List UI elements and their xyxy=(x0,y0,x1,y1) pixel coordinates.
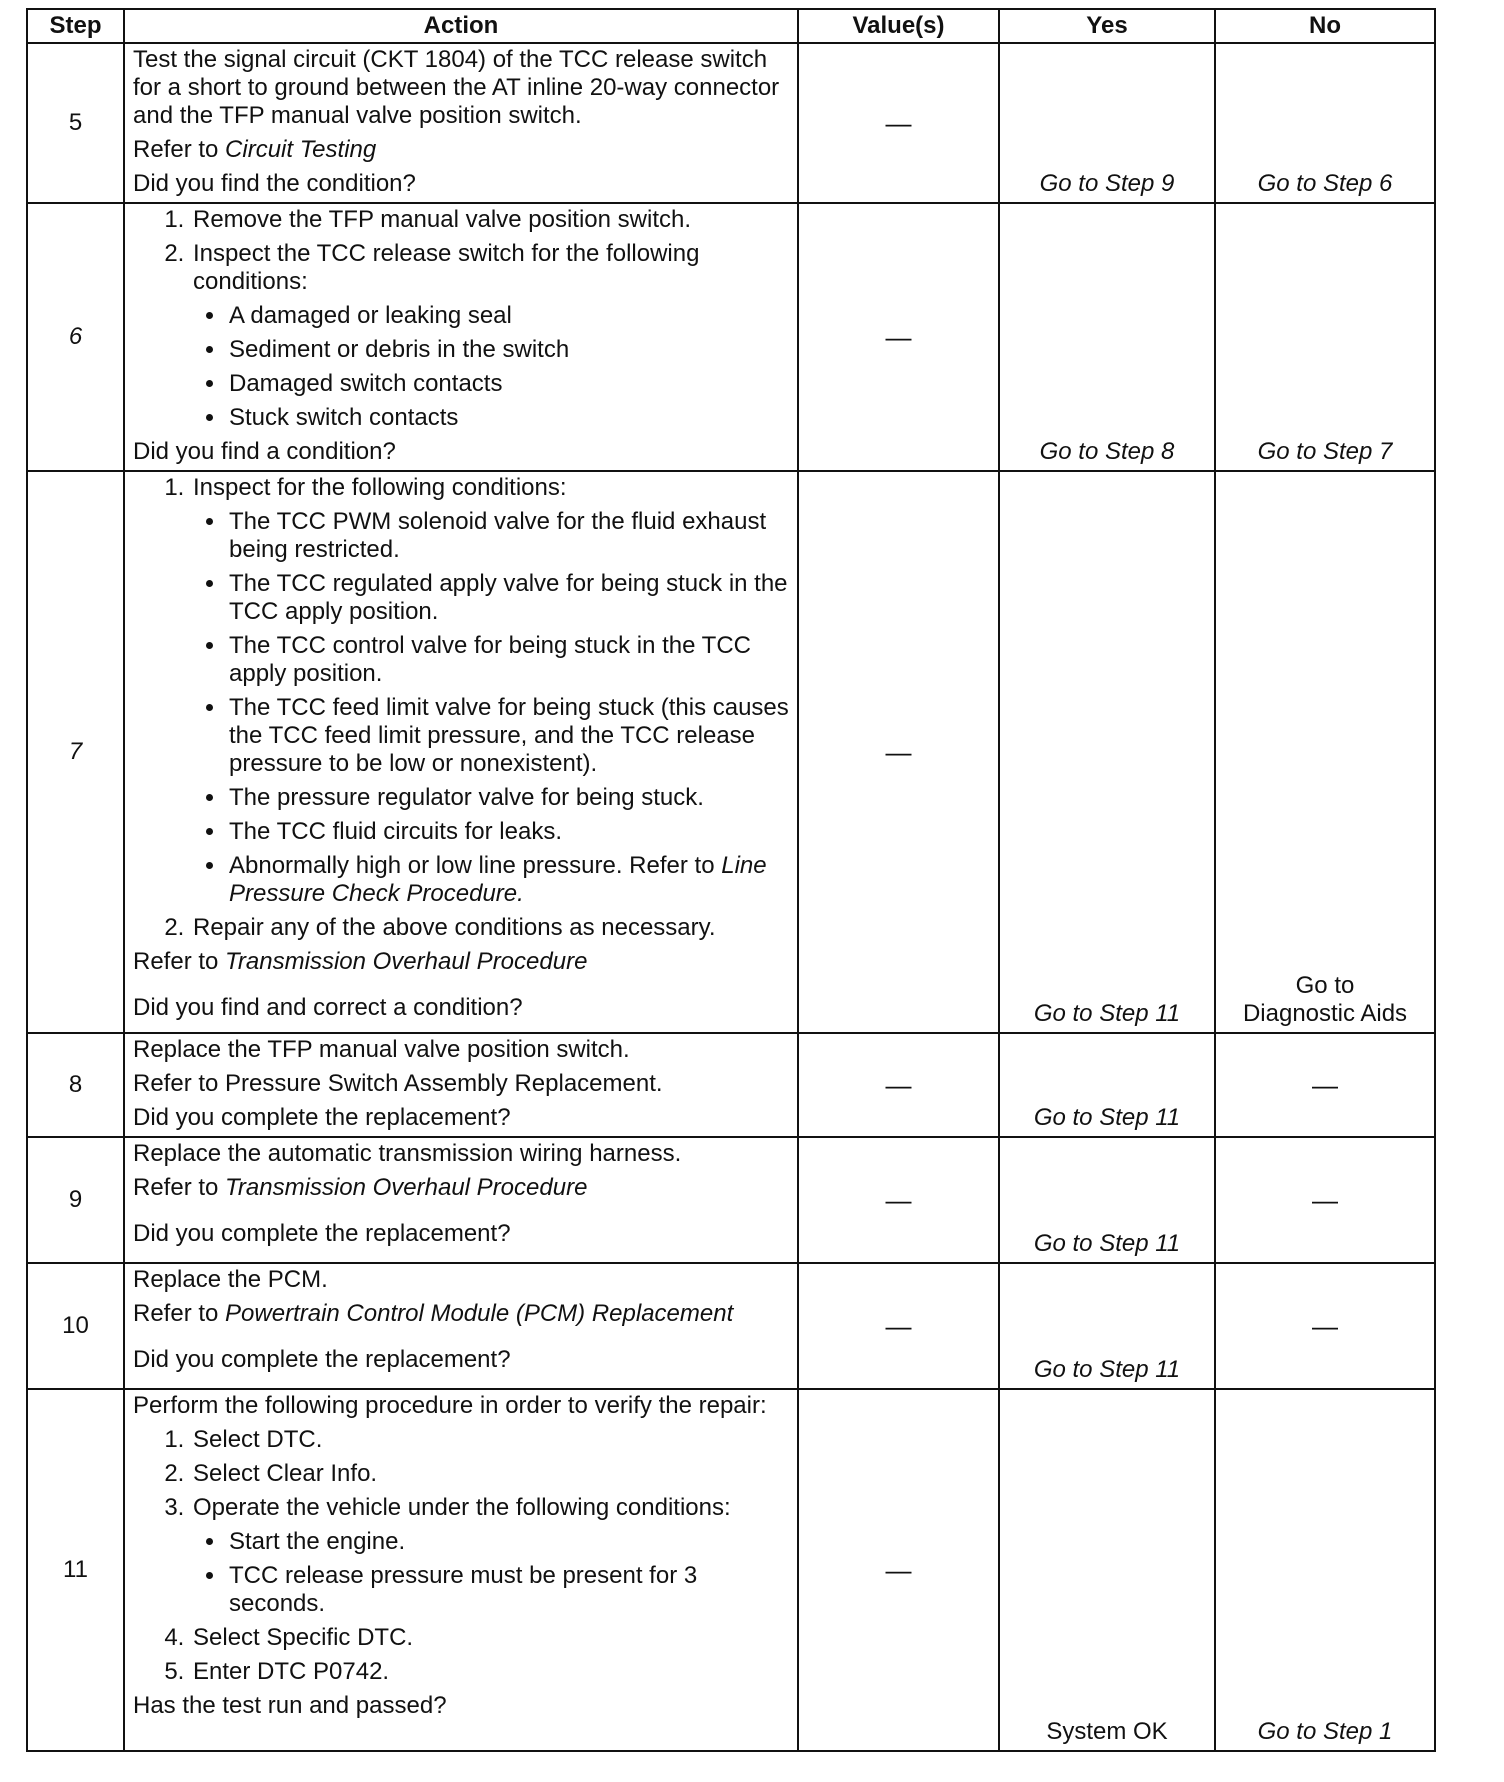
list-item xyxy=(191,1494,789,1618)
bullet-item: • The TCC regulated apply valve for being stuck in the TCC apply position. xyxy=(227,570,789,626)
question: Did you find and correct a condition? xyxy=(133,994,523,1021)
table-row xyxy=(27,203,1435,471)
list-item-text: Inspect the TCC release switch for the following conditions: xyxy=(193,240,700,295)
step-number: 5 xyxy=(27,43,124,203)
yes-cell: Go to Step 9 xyxy=(999,43,1215,203)
action-text: Replace the TFP manual valve position switch. xyxy=(133,1036,630,1063)
bullet-text: Abnormally high or low line pressure. Refer to xyxy=(229,852,722,879)
header-no: No xyxy=(1215,9,1435,43)
refer-prefix: Refer to xyxy=(133,136,226,163)
step-number: 8 xyxy=(27,1033,124,1137)
step-number: 11 xyxy=(27,1389,124,1751)
bullet-item xyxy=(227,852,789,908)
list-item xyxy=(191,240,789,432)
value-cell: — xyxy=(798,471,999,1033)
bullet-list xyxy=(193,302,789,432)
value-cell: — xyxy=(798,1389,999,1751)
list-item: 2. Select Clear Info. xyxy=(191,1460,789,1488)
header-step: Step xyxy=(27,9,124,43)
action-cell xyxy=(124,471,798,1033)
table-row xyxy=(27,43,1435,203)
no-cell: Go to Step 7 xyxy=(1215,203,1435,471)
yes-cell: Go to Step 11 xyxy=(999,1137,1215,1263)
no-cell: Go to Step 6 xyxy=(1215,43,1435,203)
bullet-item: • The TCC fluid circuits for leaks. xyxy=(227,818,789,846)
value-cell: — xyxy=(798,1137,999,1263)
list-item: 1. Remove the TFP manual valve position switch. xyxy=(191,206,789,234)
bullet-item: • The pressure regulator valve for being stuck. xyxy=(227,784,789,812)
bullet-item: • Sediment or debris in the switch xyxy=(227,336,789,364)
action-cell xyxy=(124,1389,798,1751)
question: Did you complete the replacement? xyxy=(133,1104,511,1131)
diagnostic-table xyxy=(26,8,1436,1752)
yes-cell: Go to Step 8 xyxy=(999,203,1215,471)
list-item xyxy=(191,474,789,908)
bullet-item: • The TCC feed limit valve for being stuck (this causes the TCC feed limit pressure, and the TCC release pressure to be low or nonexistent). xyxy=(227,694,789,778)
table-row xyxy=(27,471,1435,1033)
value-cell: — xyxy=(798,43,999,203)
question: Did you complete the replacement? xyxy=(133,1220,511,1247)
action-text: Replace the PCM. xyxy=(133,1266,328,1293)
no-cell: — xyxy=(1215,1033,1435,1137)
step-number: 7 xyxy=(27,471,124,1033)
bullet-item: • Damaged switch contacts xyxy=(227,370,789,398)
numbered-list xyxy=(133,206,789,432)
value-cell: — xyxy=(798,203,999,471)
refer-prefix: Refer to xyxy=(133,1300,226,1327)
reference-link: Powertrain Control Module (PCM) Replacement xyxy=(225,1300,734,1327)
bullet-item: • The TCC PWM solenoid valve for the fluid exhaust being restricted. xyxy=(227,508,789,564)
no-cell: — xyxy=(1215,1263,1435,1389)
value-cell: — xyxy=(798,1033,999,1137)
bullet-list xyxy=(193,1528,789,1618)
header-action: Action xyxy=(124,9,798,43)
bullet-item: • The TCC control valve for being stuck in the TCC apply position. xyxy=(227,632,789,688)
list-item-text: Operate the vehicle under the following conditions: xyxy=(193,1494,731,1521)
header-values: Value(s) xyxy=(798,9,999,43)
refer-line xyxy=(133,1174,789,1202)
action-cell xyxy=(124,203,798,471)
bullet-item: • TCC release pressure must be present for 3 seconds. xyxy=(227,1562,709,1618)
question: Did you find a condition? xyxy=(133,438,396,465)
action-text: Test the signal circuit (CKT 1804) of the TCC release switch for a short to ground between the AT inline 20-way connector and the TFP manual valve position switch. xyxy=(133,46,780,129)
action-cell xyxy=(124,1263,798,1389)
question: Did you complete the replacement? xyxy=(133,1346,511,1373)
refer-prefix: Refer to xyxy=(133,948,226,975)
table-row xyxy=(27,1033,1435,1137)
action-cell xyxy=(124,1137,798,1263)
no-cell-text: Go to Diagnostic Aids xyxy=(1242,972,1408,1027)
refer-line xyxy=(133,1300,789,1328)
refer-line xyxy=(133,948,789,976)
yes-cell: Go to Step 11 xyxy=(999,471,1215,1033)
no-cell xyxy=(1215,471,1435,1033)
action-text: Perform the following procedure in order to verify the repair: xyxy=(133,1392,767,1419)
header-yes: Yes xyxy=(999,9,1215,43)
action-text: Refer to Pressure Switch Assembly Replacement. xyxy=(133,1070,663,1097)
question: Has the test run and passed? xyxy=(133,1692,447,1719)
table-row xyxy=(27,1137,1435,1263)
bullet-item: • Stuck switch contacts xyxy=(227,404,789,432)
no-cell: Go to Step 1 xyxy=(1215,1389,1435,1751)
table-row xyxy=(27,1263,1435,1389)
numbered-list xyxy=(133,474,789,942)
list-item: 2. Repair any of the above conditions as necessary. xyxy=(191,914,789,942)
reference-link: Line Pressure Check Procedure. xyxy=(229,852,767,907)
action-text: Replace the automatic transmission wiring harness. xyxy=(133,1140,682,1167)
step-number: 10 xyxy=(27,1263,124,1389)
list-item: 5. Enter DTC P0742. xyxy=(191,1658,789,1686)
list-item: 4. Select Specific DTC. xyxy=(191,1624,789,1652)
numbered-list xyxy=(133,1426,789,1686)
question: Did you find the condition? xyxy=(133,170,416,197)
refer-line xyxy=(133,136,789,164)
bullet-item: • Start the engine. xyxy=(227,1528,789,1556)
bullet-list xyxy=(193,508,789,908)
action-cell xyxy=(124,43,798,203)
yes-cell: System OK xyxy=(999,1389,1215,1751)
action-cell xyxy=(124,1033,798,1137)
reference-link: Transmission Overhaul Procedure xyxy=(225,948,588,975)
reference-link: Circuit Testing xyxy=(225,136,377,163)
table-row xyxy=(27,1389,1435,1751)
list-item: 1. Select DTC. xyxy=(191,1426,789,1454)
step-number: 6 xyxy=(27,203,124,471)
list-item-text: Inspect for the following conditions: xyxy=(193,474,567,501)
no-cell: — xyxy=(1215,1137,1435,1263)
refer-prefix: Refer to xyxy=(133,1174,226,1201)
step-number: 9 xyxy=(27,1137,124,1263)
value-cell: — xyxy=(798,1263,999,1389)
yes-cell: Go to Step 11 xyxy=(999,1033,1215,1137)
table-header-row xyxy=(27,9,1435,43)
bullet-item: • A damaged or leaking seal xyxy=(227,302,789,330)
yes-cell: Go to Step 11 xyxy=(999,1263,1215,1389)
reference-link: Transmission Overhaul Procedure xyxy=(225,1174,588,1201)
